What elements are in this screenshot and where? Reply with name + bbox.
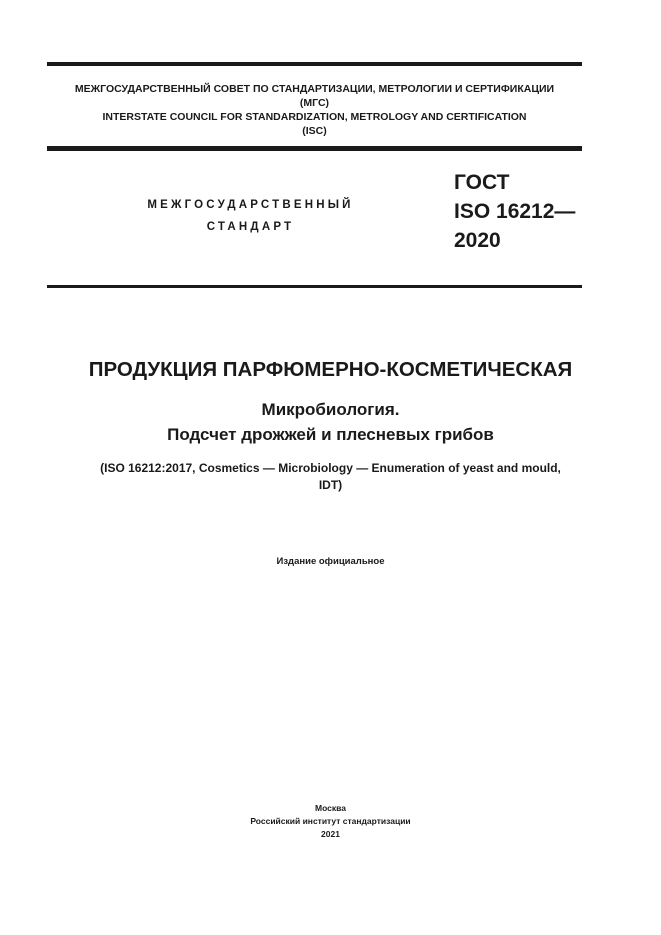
top-rule (47, 62, 582, 66)
subtitle-line2: Подсчет дрожжей и плесневых грибов (167, 425, 494, 444)
iso-reference-line1: (ISO 16212:2017, Cosmetics — Microbiology — Enumeration of yeast and mould, (100, 461, 561, 475)
imprint-year: 2021 (321, 829, 340, 839)
designation-line2: ISO 16212— (454, 200, 576, 223)
designation-line1: ГОСТ (454, 171, 510, 194)
imprint-publisher: Российский институт стандартизации (250, 816, 411, 826)
iso-reference-line2: IDT) (318, 478, 343, 492)
document-title: ПРОДУКЦИЯ ПАРФЮМЕРНО-КОСМЕТИЧЕСКАЯ (88, 358, 573, 381)
designation-line3: 2020 (454, 229, 501, 252)
iso-reference (20, 460, 641, 494)
standard-kind-line1: МЕЖГОСУДАРСТВЕННЫЙ (147, 199, 354, 211)
edition-note: Издание официальное (276, 556, 385, 567)
imprint (20, 802, 641, 841)
council-header (47, 82, 582, 138)
council-abbr-en: (ISC) (302, 125, 327, 137)
council-name-ru: МЕЖГОСУДАРСТВЕННЫЙ СОВЕТ ПО СТАНДАРТИЗАЦИИ, МЕТРОЛОГИИ И СЕРТИФИКАЦИИ (74, 83, 555, 95)
standard-designation (454, 168, 575, 255)
header-rule (47, 146, 582, 151)
document-subtitle (20, 397, 641, 447)
subtitle-line1: Микробиология. (261, 400, 400, 419)
council-name-en: INTERSTATE COUNCIL FOR STANDARDIZATION, METROLOGY AND CERTIFICATION (102, 111, 527, 123)
designation-rule (47, 285, 582, 288)
standard-kind-line2: СТАНДАРТ (206, 221, 295, 233)
standard-kind (118, 194, 383, 238)
imprint-city: Москва (315, 803, 346, 813)
council-abbr-ru: (МГС) (299, 97, 330, 109)
